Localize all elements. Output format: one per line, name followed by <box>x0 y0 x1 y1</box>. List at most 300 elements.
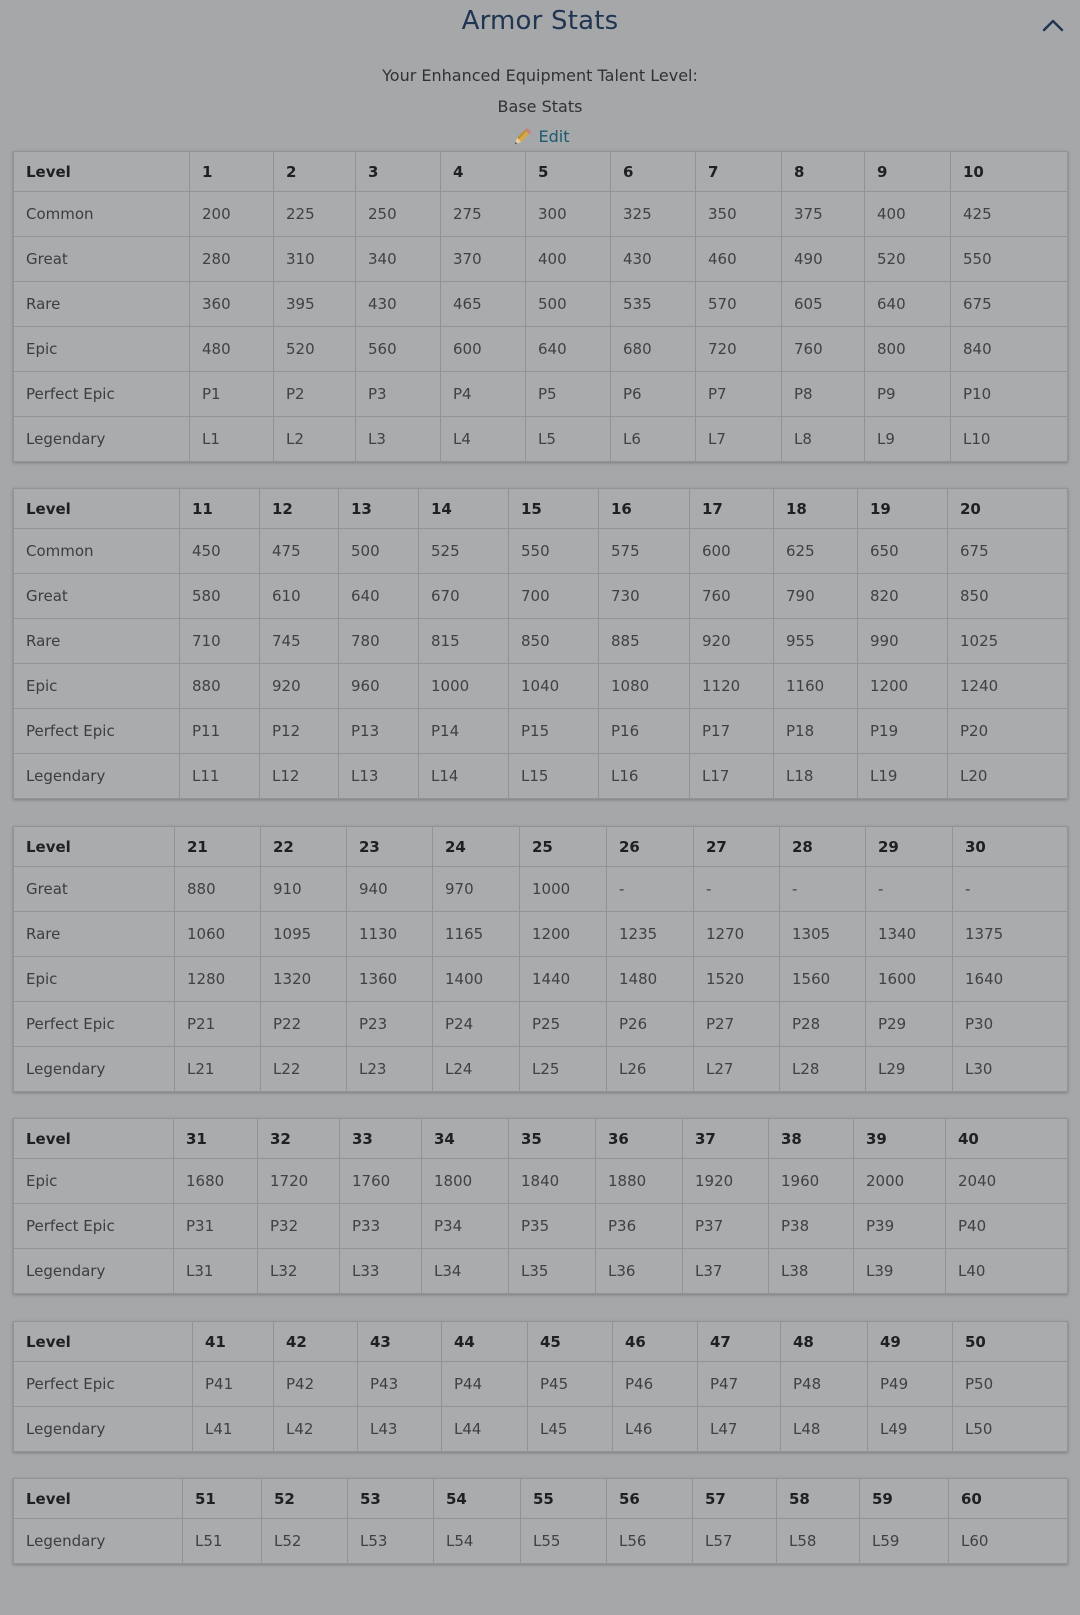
stat-cell: P5 <box>526 372 611 417</box>
stat-cell: 1200 <box>858 664 948 709</box>
stat-cell: 1305 <box>780 912 866 957</box>
level-column-header: 21 <box>175 827 261 867</box>
stat-cell: P12 <box>260 709 339 754</box>
stat-cell: L3 <box>356 417 441 462</box>
stat-cell: P26 <box>607 1002 694 1047</box>
talent-label: Your Enhanced Equipment Talent Level: <box>382 66 698 85</box>
table-row <box>14 574 1068 619</box>
stat-cell: L5 <box>526 417 611 462</box>
level-column-header: 51 <box>183 1479 262 1519</box>
table-row <box>14 282 1068 327</box>
level-header: Level <box>14 1119 174 1159</box>
rarity-label: Great <box>14 867 175 912</box>
level-column-header: 52 <box>262 1479 348 1519</box>
stat-cell: L54 <box>434 1519 521 1564</box>
rarity-label: Epic <box>14 957 175 1002</box>
stat-cell: L38 <box>769 1249 854 1294</box>
table-row <box>14 754 1068 799</box>
stat-cell: P25 <box>520 1002 607 1047</box>
level-column-header: 56 <box>607 1479 693 1519</box>
level-column-header: 42 <box>274 1322 358 1362</box>
level-column-header: 3 <box>356 152 441 192</box>
stat-cell: L28 <box>780 1047 866 1092</box>
stat-cell: 1680 <box>174 1159 258 1204</box>
stat-cell: L18 <box>774 754 858 799</box>
level-column-header: 10 <box>951 152 1068 192</box>
table-row <box>14 1047 1068 1092</box>
stat-cell: 350 <box>696 192 782 237</box>
rarity-label: Perfect Epic <box>14 1204 174 1249</box>
stat-cell: P33 <box>340 1204 422 1249</box>
level-column-header: 19 <box>858 489 948 529</box>
stat-cell: 640 <box>526 327 611 372</box>
stat-cell: 490 <box>782 237 865 282</box>
table-row <box>14 619 1068 664</box>
rarity-label: Legendary <box>14 1407 193 1452</box>
stat-cell: P11 <box>180 709 260 754</box>
stat-cell: 450 <box>180 529 260 574</box>
stat-cell: P8 <box>782 372 865 417</box>
table-row <box>14 192 1068 237</box>
stat-cell: P23 <box>347 1002 433 1047</box>
stat-cell: 465 <box>441 282 526 327</box>
level-column-header: 48 <box>781 1322 868 1362</box>
edit-button[interactable] <box>511 122 570 152</box>
stat-cell: L39 <box>854 1249 946 1294</box>
level-column-header: 40 <box>946 1119 1068 1159</box>
level-column-header: 4 <box>441 152 526 192</box>
stat-cell: 1920 <box>683 1159 769 1204</box>
level-column-header: 12 <box>260 489 339 529</box>
stat-cell: L36 <box>596 1249 683 1294</box>
level-header: Level <box>14 1479 183 1519</box>
stat-cell: P31 <box>174 1204 258 1249</box>
stat-cell: P24 <box>433 1002 520 1047</box>
stat-cell: L49 <box>868 1407 953 1452</box>
table-row <box>14 417 1068 462</box>
stat-cell: 520 <box>865 237 951 282</box>
level-column-header: 9 <box>865 152 951 192</box>
table-row <box>14 1204 1068 1249</box>
stat-cell: 840 <box>951 327 1068 372</box>
stat-cell: 680 <box>611 327 696 372</box>
stat-cell: P37 <box>683 1204 769 1249</box>
stat-cell: 1270 <box>694 912 780 957</box>
stat-cell: P35 <box>509 1204 596 1249</box>
stat-cell: 375 <box>782 192 865 237</box>
stat-cell: L51 <box>183 1519 262 1564</box>
level-column-header: 49 <box>868 1322 953 1362</box>
rarity-label: Legendary <box>14 754 180 799</box>
stat-cell: 200 <box>190 192 274 237</box>
stat-cell: P38 <box>769 1204 854 1249</box>
stat-cell: P36 <box>596 1204 683 1249</box>
stat-cell: L58 <box>777 1519 860 1564</box>
table-row <box>14 237 1068 282</box>
stat-cell: P29 <box>866 1002 953 1047</box>
stat-cell: P50 <box>953 1362 1068 1407</box>
stat-cell: L59 <box>860 1519 949 1564</box>
stat-cell: L14 <box>419 754 509 799</box>
stat-cell: 1130 <box>347 912 433 957</box>
stat-cell: 1800 <box>422 1159 509 1204</box>
stat-cell: L7 <box>696 417 782 462</box>
stat-cell: L45 <box>528 1407 613 1452</box>
stat-cell: - <box>694 867 780 912</box>
stat-cell: 1600 <box>866 957 953 1002</box>
stat-cell: 700 <box>509 574 599 619</box>
rarity-label: Perfect Epic <box>14 1362 193 1407</box>
stat-cell: L33 <box>340 1249 422 1294</box>
stat-cell: L52 <box>262 1519 348 1564</box>
level-column-header: 39 <box>854 1119 946 1159</box>
stat-cell: L56 <box>607 1519 693 1564</box>
stat-cell: 850 <box>509 619 599 664</box>
stat-cell: 820 <box>858 574 948 619</box>
stat-cell: 745 <box>260 619 339 664</box>
level-column-header: 35 <box>509 1119 596 1159</box>
stat-cell: P49 <box>868 1362 953 1407</box>
stat-cell: P3 <box>356 372 441 417</box>
table-row <box>14 1249 1068 1294</box>
stat-cell: L16 <box>599 754 690 799</box>
stat-cell: 720 <box>696 327 782 372</box>
stat-cell: 2000 <box>854 1159 946 1204</box>
stat-cell: 605 <box>782 282 865 327</box>
rarity-label: Perfect Epic <box>14 1002 175 1047</box>
stats-table <box>13 1321 1068 1452</box>
stat-cell: L57 <box>693 1519 777 1564</box>
stat-cell: L12 <box>260 754 339 799</box>
stat-cell: 850 <box>948 574 1068 619</box>
level-column-header: 45 <box>528 1322 613 1362</box>
stat-cell: 670 <box>419 574 509 619</box>
table-header-row <box>14 152 1068 192</box>
stat-cell: 500 <box>526 282 611 327</box>
stat-cell: 600 <box>690 529 774 574</box>
stat-cell: 1000 <box>419 664 509 709</box>
stat-cell: 1340 <box>866 912 953 957</box>
stat-cell: 430 <box>356 282 441 327</box>
stat-cell: 1320 <box>261 957 347 1002</box>
talent-value: Base Stats <box>497 97 583 116</box>
stat-cell: P45 <box>528 1362 613 1407</box>
table-row <box>14 867 1068 912</box>
stat-cell: 640 <box>865 282 951 327</box>
level-column-header: 36 <box>596 1119 683 1159</box>
table-row <box>14 1407 1068 1452</box>
stat-cell: P18 <box>774 709 858 754</box>
level-column-header: 6 <box>611 152 696 192</box>
stat-cell: 710 <box>180 619 260 664</box>
stat-cell: 310 <box>274 237 356 282</box>
stat-cell: P20 <box>948 709 1068 754</box>
table-row <box>14 327 1068 372</box>
stat-cell: - <box>866 867 953 912</box>
stats-table <box>13 151 1068 462</box>
rarity-label: Epic <box>14 327 190 372</box>
stat-cell: 1840 <box>509 1159 596 1204</box>
stat-cell: 1095 <box>261 912 347 957</box>
table-row <box>14 1519 1068 1564</box>
chevron-up-icon[interactable] <box>1038 10 1068 40</box>
rarity-label: Common <box>14 192 190 237</box>
stat-cell: 550 <box>951 237 1068 282</box>
stat-cell: 1760 <box>340 1159 422 1204</box>
stat-cell: P16 <box>599 709 690 754</box>
stat-cell: L40 <box>946 1249 1068 1294</box>
stat-cell: 1560 <box>780 957 866 1002</box>
stat-cell: 800 <box>865 327 951 372</box>
stat-cell: 225 <box>274 192 356 237</box>
stat-cell: P48 <box>781 1362 868 1407</box>
stat-cell: 920 <box>260 664 339 709</box>
stat-cell: 760 <box>690 574 774 619</box>
stat-cell: P9 <box>865 372 951 417</box>
stat-cell: P46 <box>613 1362 698 1407</box>
stat-cell: 815 <box>419 619 509 664</box>
level-column-header: 32 <box>258 1119 340 1159</box>
stats-table-1 <box>13 151 1068 462</box>
stat-cell: L41 <box>193 1407 274 1452</box>
stat-cell: 1060 <box>175 912 261 957</box>
level-column-header: 34 <box>422 1119 509 1159</box>
rarity-label: Great <box>14 574 180 619</box>
level-column-header: 17 <box>690 489 774 529</box>
rarity-label: Rare <box>14 912 175 957</box>
stats-table <box>13 1118 1068 1294</box>
stat-cell: 475 <box>260 529 339 574</box>
stat-cell: 275 <box>441 192 526 237</box>
stat-cell: 880 <box>180 664 260 709</box>
stat-cell: P17 <box>690 709 774 754</box>
level-column-header: 55 <box>521 1479 607 1519</box>
stat-cell: 1440 <box>520 957 607 1002</box>
level-column-header: 57 <box>693 1479 777 1519</box>
stats-table <box>13 488 1068 799</box>
stat-cell: L32 <box>258 1249 340 1294</box>
stat-cell: L47 <box>698 1407 781 1452</box>
stats-table <box>13 826 1068 1092</box>
rarity-label: Rare <box>14 282 190 327</box>
rarity-label: Rare <box>14 619 180 664</box>
stat-cell: 1000 <box>520 867 607 912</box>
stat-cell: L26 <box>607 1047 694 1092</box>
pencil-icon <box>511 126 533 148</box>
stat-cell: - <box>607 867 694 912</box>
stat-cell: 340 <box>356 237 441 282</box>
level-column-header: 54 <box>434 1479 521 1519</box>
stat-cell: 880 <box>175 867 261 912</box>
stat-cell: L2 <box>274 417 356 462</box>
stat-cell: 955 <box>774 619 858 664</box>
stat-cell: 1280 <box>175 957 261 1002</box>
stat-cell: 280 <box>190 237 274 282</box>
stat-cell: P43 <box>358 1362 442 1407</box>
stat-cell: 500 <box>339 529 419 574</box>
rarity-label: Perfect Epic <box>14 709 180 754</box>
table-header-row <box>14 827 1068 867</box>
level-column-header: 22 <box>261 827 347 867</box>
stat-cell: P42 <box>274 1362 358 1407</box>
stat-cell: L48 <box>781 1407 868 1452</box>
stat-cell: 990 <box>858 619 948 664</box>
stats-table-5 <box>13 1321 1068 1452</box>
rarity-label: Epic <box>14 1159 174 1204</box>
stat-cell: 480 <box>190 327 274 372</box>
level-column-header: 33 <box>340 1119 422 1159</box>
level-column-header: 29 <box>866 827 953 867</box>
stat-cell: 650 <box>858 529 948 574</box>
stats-table <box>13 1478 1068 1564</box>
rarity-label: Legendary <box>14 1047 175 1092</box>
stat-cell: 1400 <box>433 957 520 1002</box>
stat-cell: 1235 <box>607 912 694 957</box>
edit-label: Edit <box>538 127 570 146</box>
stat-cell: L11 <box>180 754 260 799</box>
stat-cell: P40 <box>946 1204 1068 1249</box>
stat-cell: 760 <box>782 327 865 372</box>
stat-cell: P34 <box>422 1204 509 1249</box>
stat-cell: 1480 <box>607 957 694 1002</box>
level-column-header: 2 <box>274 152 356 192</box>
stat-cell: 250 <box>356 192 441 237</box>
stat-cell: 1025 <box>948 619 1068 664</box>
table-row <box>14 912 1068 957</box>
level-column-header: 43 <box>358 1322 442 1362</box>
stat-cell: 790 <box>774 574 858 619</box>
stat-cell: 920 <box>690 619 774 664</box>
level-header: Level <box>14 1322 193 1362</box>
table-row <box>14 664 1068 709</box>
stat-cell: P10 <box>951 372 1068 417</box>
stat-cell: 780 <box>339 619 419 664</box>
stat-cell: 535 <box>611 282 696 327</box>
level-column-header: 31 <box>174 1119 258 1159</box>
stat-cell: 675 <box>951 282 1068 327</box>
stat-cell: 1160 <box>774 664 858 709</box>
table-header-row <box>14 1322 1068 1362</box>
stat-cell: P6 <box>611 372 696 417</box>
edit-row <box>0 122 1080 152</box>
stat-cell: P1 <box>190 372 274 417</box>
stat-cell: P21 <box>175 1002 261 1047</box>
stat-cell: - <box>780 867 866 912</box>
stat-cell: L10 <box>951 417 1068 462</box>
stat-cell: 570 <box>696 282 782 327</box>
stat-cell: - <box>953 867 1068 912</box>
stat-cell: 400 <box>865 192 951 237</box>
stat-cell: L23 <box>347 1047 433 1092</box>
level-column-header: 38 <box>769 1119 854 1159</box>
stat-cell: L31 <box>174 1249 258 1294</box>
stat-cell: L6 <box>611 417 696 462</box>
stat-cell: 885 <box>599 619 690 664</box>
level-header: Level <box>14 489 180 529</box>
stats-table-3 <box>13 826 1068 1092</box>
level-column-header: 18 <box>774 489 858 529</box>
rarity-label: Epic <box>14 664 180 709</box>
level-column-header: 30 <box>953 827 1068 867</box>
level-column-header: 1 <box>190 152 274 192</box>
level-column-header: 8 <box>782 152 865 192</box>
stat-cell: 960 <box>339 664 419 709</box>
stat-cell: P27 <box>694 1002 780 1047</box>
page-title: Armor Stats <box>461 6 619 36</box>
stat-cell: P7 <box>696 372 782 417</box>
rarity-label: Legendary <box>14 1519 183 1564</box>
stat-cell: 1120 <box>690 664 774 709</box>
stat-cell: L17 <box>690 754 774 799</box>
stat-cell: 1080 <box>599 664 690 709</box>
stat-cell: 525 <box>419 529 509 574</box>
stat-cell: P41 <box>193 1362 274 1407</box>
stat-cell: 550 <box>509 529 599 574</box>
level-column-header: 11 <box>180 489 260 529</box>
stat-cell: 610 <box>260 574 339 619</box>
stat-cell: L13 <box>339 754 419 799</box>
stat-cell: 600 <box>441 327 526 372</box>
stat-cell: L24 <box>433 1047 520 1092</box>
level-column-header: 7 <box>696 152 782 192</box>
stat-cell: P39 <box>854 1204 946 1249</box>
stat-cell: 1375 <box>953 912 1068 957</box>
table-row <box>14 529 1068 574</box>
stat-cell: P15 <box>509 709 599 754</box>
level-header: Level <box>14 152 190 192</box>
level-column-header: 27 <box>694 827 780 867</box>
stat-cell: 1165 <box>433 912 520 957</box>
level-column-header: 47 <box>698 1322 781 1362</box>
stat-cell: L42 <box>274 1407 358 1452</box>
stat-cell: 1240 <box>948 664 1068 709</box>
table-row <box>14 1002 1068 1047</box>
rarity-label: Perfect Epic <box>14 372 190 417</box>
stat-cell: P44 <box>442 1362 528 1407</box>
table-row <box>14 1362 1068 1407</box>
level-column-header: 50 <box>953 1322 1068 1362</box>
level-column-header: 13 <box>339 489 419 529</box>
stats-table-4 <box>13 1118 1068 1294</box>
level-column-header: 15 <box>509 489 599 529</box>
stat-cell: 940 <box>347 867 433 912</box>
stat-cell: L27 <box>694 1047 780 1092</box>
stat-cell: 1200 <box>520 912 607 957</box>
level-column-header: 26 <box>607 827 694 867</box>
stat-cell: P30 <box>953 1002 1068 1047</box>
stat-cell: L43 <box>358 1407 442 1452</box>
stat-cell: 370 <box>441 237 526 282</box>
stat-cell: 520 <box>274 327 356 372</box>
stat-cell: 1880 <box>596 1159 683 1204</box>
level-column-header: 46 <box>613 1322 698 1362</box>
stat-cell: L20 <box>948 754 1068 799</box>
level-column-header: 24 <box>433 827 520 867</box>
stat-cell: 300 <box>526 192 611 237</box>
level-column-header: 37 <box>683 1119 769 1159</box>
level-column-header: 20 <box>948 489 1068 529</box>
stat-cell: L9 <box>865 417 951 462</box>
stat-cell: L25 <box>520 1047 607 1092</box>
stat-cell: P47 <box>698 1362 781 1407</box>
stat-cell: L19 <box>858 754 948 799</box>
table-row <box>14 372 1068 417</box>
stat-cell: P32 <box>258 1204 340 1249</box>
stats-table-6 <box>13 1478 1068 1564</box>
stat-cell: 360 <box>190 282 274 327</box>
stat-cell: 2040 <box>946 1159 1068 1204</box>
stat-cell: 325 <box>611 192 696 237</box>
